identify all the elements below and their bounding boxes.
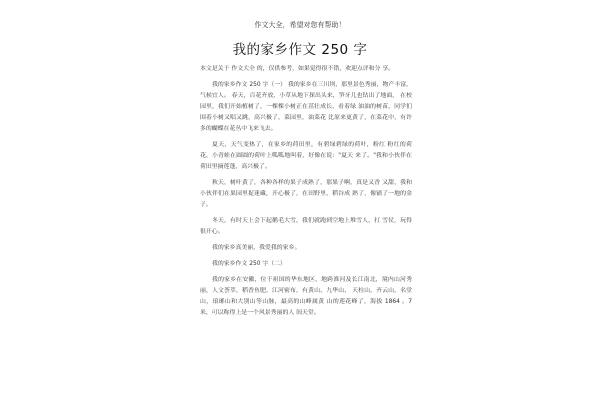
paragraph-conclusion: 我的家乡真美丽，我爱我的家乡。 xyxy=(212,245,301,251)
intro-paragraph: 本文是关于 作文大全 的，仅供参考，如果觉得很不错，欢迎点评和分 享。 xyxy=(200,66,395,72)
paragraph-autumn: 秋天，树叶黄了，各种各样的果子成熟了，那果子啊，真是又香 又甜，我和小伙伴们在果园里捉迷藏，开心极了，在田野里，稻谷成 熟了，像铺了一地的金子。 xyxy=(200,180,412,208)
paragraph-summer: 夏天，天气变热了，在家乡的荷田里，有碧绿碧绿的荷叶，粉红 粉红的荷花，小青蛙在圆圆的荷叶上呱呱地叫着，好像在说："夏天 来了。"我和小伙伴在荷田里摘莲蓬，高兴极了。 xyxy=(200,142,412,170)
paragraph-winter: 冬天，有时天上会下起鹅毛大雪，我们就跑到空地上堆雪人，打 雪仗，玩得很开心。 xyxy=(200,218,412,235)
paragraph-anhui: 我的家乡在安徽，位于祖国的华东地区，地跨淮河及长江南北，境内山河秀丽，人文荟萃，稻香鱼肥，江河密布，有黄山、九华山、 天柱山，齐云山，名堂山，琅琊山和大别山等山脉，最高的山峰属黄 山的莲花峰了，海拔 1864 。7 米，可以称得上是一个风景秀丽的人 间天堂。 xyxy=(200,277,412,316)
header-note: 作文大全，希望对您有帮助！ xyxy=(254,21,346,29)
article-body xyxy=(200,64,412,324)
page-title: 我的家乡作文 250 字 xyxy=(232,42,368,58)
section-heading-two: 我的家乡作文 250 字（二） xyxy=(212,261,286,267)
paragraph-spring: 我的家乡作文 250 字（一） 我的家乡在三川坝，那里景色秀丽，物产丰富，气候宜人。 春天，百花齐放，小草从地下探出头来，笋牙儿也钻出了地面， 在校园里，我们开始植树了，一棵棵小树正在茁壮成长，看着绿 油油的树苗，同学们围着小树又唱又跳，高兴极了，菜园里，油菜花 比原来更黄了，在菜花中，有许多的蝴蝶在花丛中飞来飞去。 xyxy=(200,82,412,132)
